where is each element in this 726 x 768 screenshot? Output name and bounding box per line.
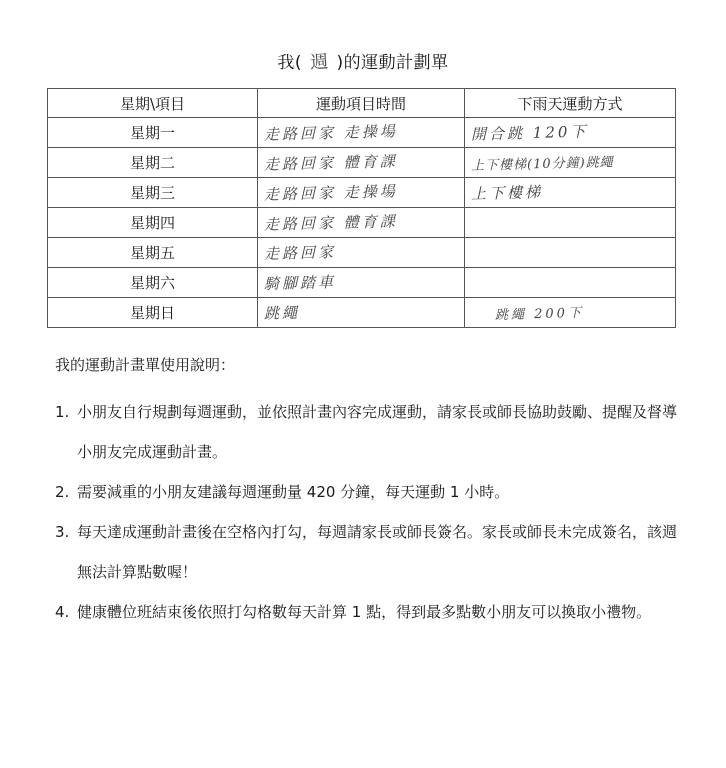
activity-cell: 走路回家 體育課 bbox=[258, 148, 465, 178]
list-item bbox=[55, 472, 695, 512]
table-header-row bbox=[48, 89, 676, 118]
item-text: 小朋友自行規劃每週運動，並依照計畫內容完成運動，請家長或師長協助鼓勵、提醒及督導小朋友完成運動計畫。 bbox=[77, 403, 678, 461]
day-cell: 星期六 bbox=[48, 268, 258, 298]
activity-cell: 走路回家 體育課 bbox=[258, 208, 465, 238]
activity-cell: 走路回家 走操場 bbox=[258, 118, 465, 148]
instructions-heading: 我的運動計畫單使用說明： bbox=[55, 356, 236, 374]
day-cell: 星期四 bbox=[48, 208, 258, 238]
item-text: 每天達成運動計畫後在空格內打勾，每週請家長或師長簽名。家長或師長未完成簽名，該週無法計算點數喔！ bbox=[77, 523, 678, 581]
item-number: 1. bbox=[55, 403, 70, 421]
list-item bbox=[55, 392, 695, 472]
title-suffix: )的運動計劃單 bbox=[336, 53, 449, 73]
item-number: 2. bbox=[55, 483, 70, 501]
rainy-cell bbox=[465, 238, 676, 268]
exercise-plan-table bbox=[47, 88, 676, 328]
activity-cell: 走路回家 走操場 bbox=[258, 178, 465, 208]
item-number: 4. bbox=[55, 603, 70, 621]
day-cell: 星期五 bbox=[48, 238, 258, 268]
header-activity: 運動項目時間 bbox=[258, 89, 465, 118]
activity-cell: 走路回家 bbox=[258, 238, 465, 268]
rainy-cell: 上下樓梯 bbox=[465, 178, 676, 208]
activity-cell: 騎腳踏車 bbox=[258, 268, 465, 298]
table-row bbox=[48, 208, 676, 238]
instructions-list bbox=[55, 392, 695, 632]
page-title bbox=[0, 48, 726, 74]
rainy-cell: 開合跳 120下 bbox=[465, 118, 676, 148]
list-item bbox=[55, 512, 695, 592]
table-row bbox=[48, 298, 676, 328]
item-number: 3. bbox=[55, 523, 70, 541]
header-rainy: 下雨天運動方式 bbox=[465, 89, 676, 118]
day-cell: 星期一 bbox=[48, 118, 258, 148]
table-row bbox=[48, 238, 676, 268]
item-text: 需要減重的小朋友建議每週運動量 420 分鐘，每天運動 1 小時。 bbox=[77, 483, 510, 501]
day-cell: 星期二 bbox=[48, 148, 258, 178]
activity-cell: 跳繩 bbox=[258, 298, 465, 328]
rainy-cell bbox=[465, 208, 676, 238]
table-row bbox=[48, 148, 676, 178]
title-handwritten-week: 週 bbox=[309, 51, 330, 74]
item-text: 健康體位班結束後依照打勾格數每天計算 1 點，得到最多點數小朋友可以換取小禮物。 bbox=[77, 603, 652, 621]
table-row bbox=[48, 178, 676, 208]
rainy-cell bbox=[465, 268, 676, 298]
rainy-cell: 上下樓梯(10分鐘)跳繩 bbox=[465, 148, 676, 178]
day-cell: 星期三 bbox=[48, 178, 258, 208]
header-day: 星期\項目 bbox=[48, 89, 258, 118]
rainy-cell: 跳繩 200下 bbox=[465, 298, 676, 328]
title-prefix: 我( bbox=[277, 53, 302, 73]
day-cell: 星期日 bbox=[48, 298, 258, 328]
table-row bbox=[48, 268, 676, 298]
list-item bbox=[55, 592, 695, 632]
table-row bbox=[48, 118, 676, 148]
